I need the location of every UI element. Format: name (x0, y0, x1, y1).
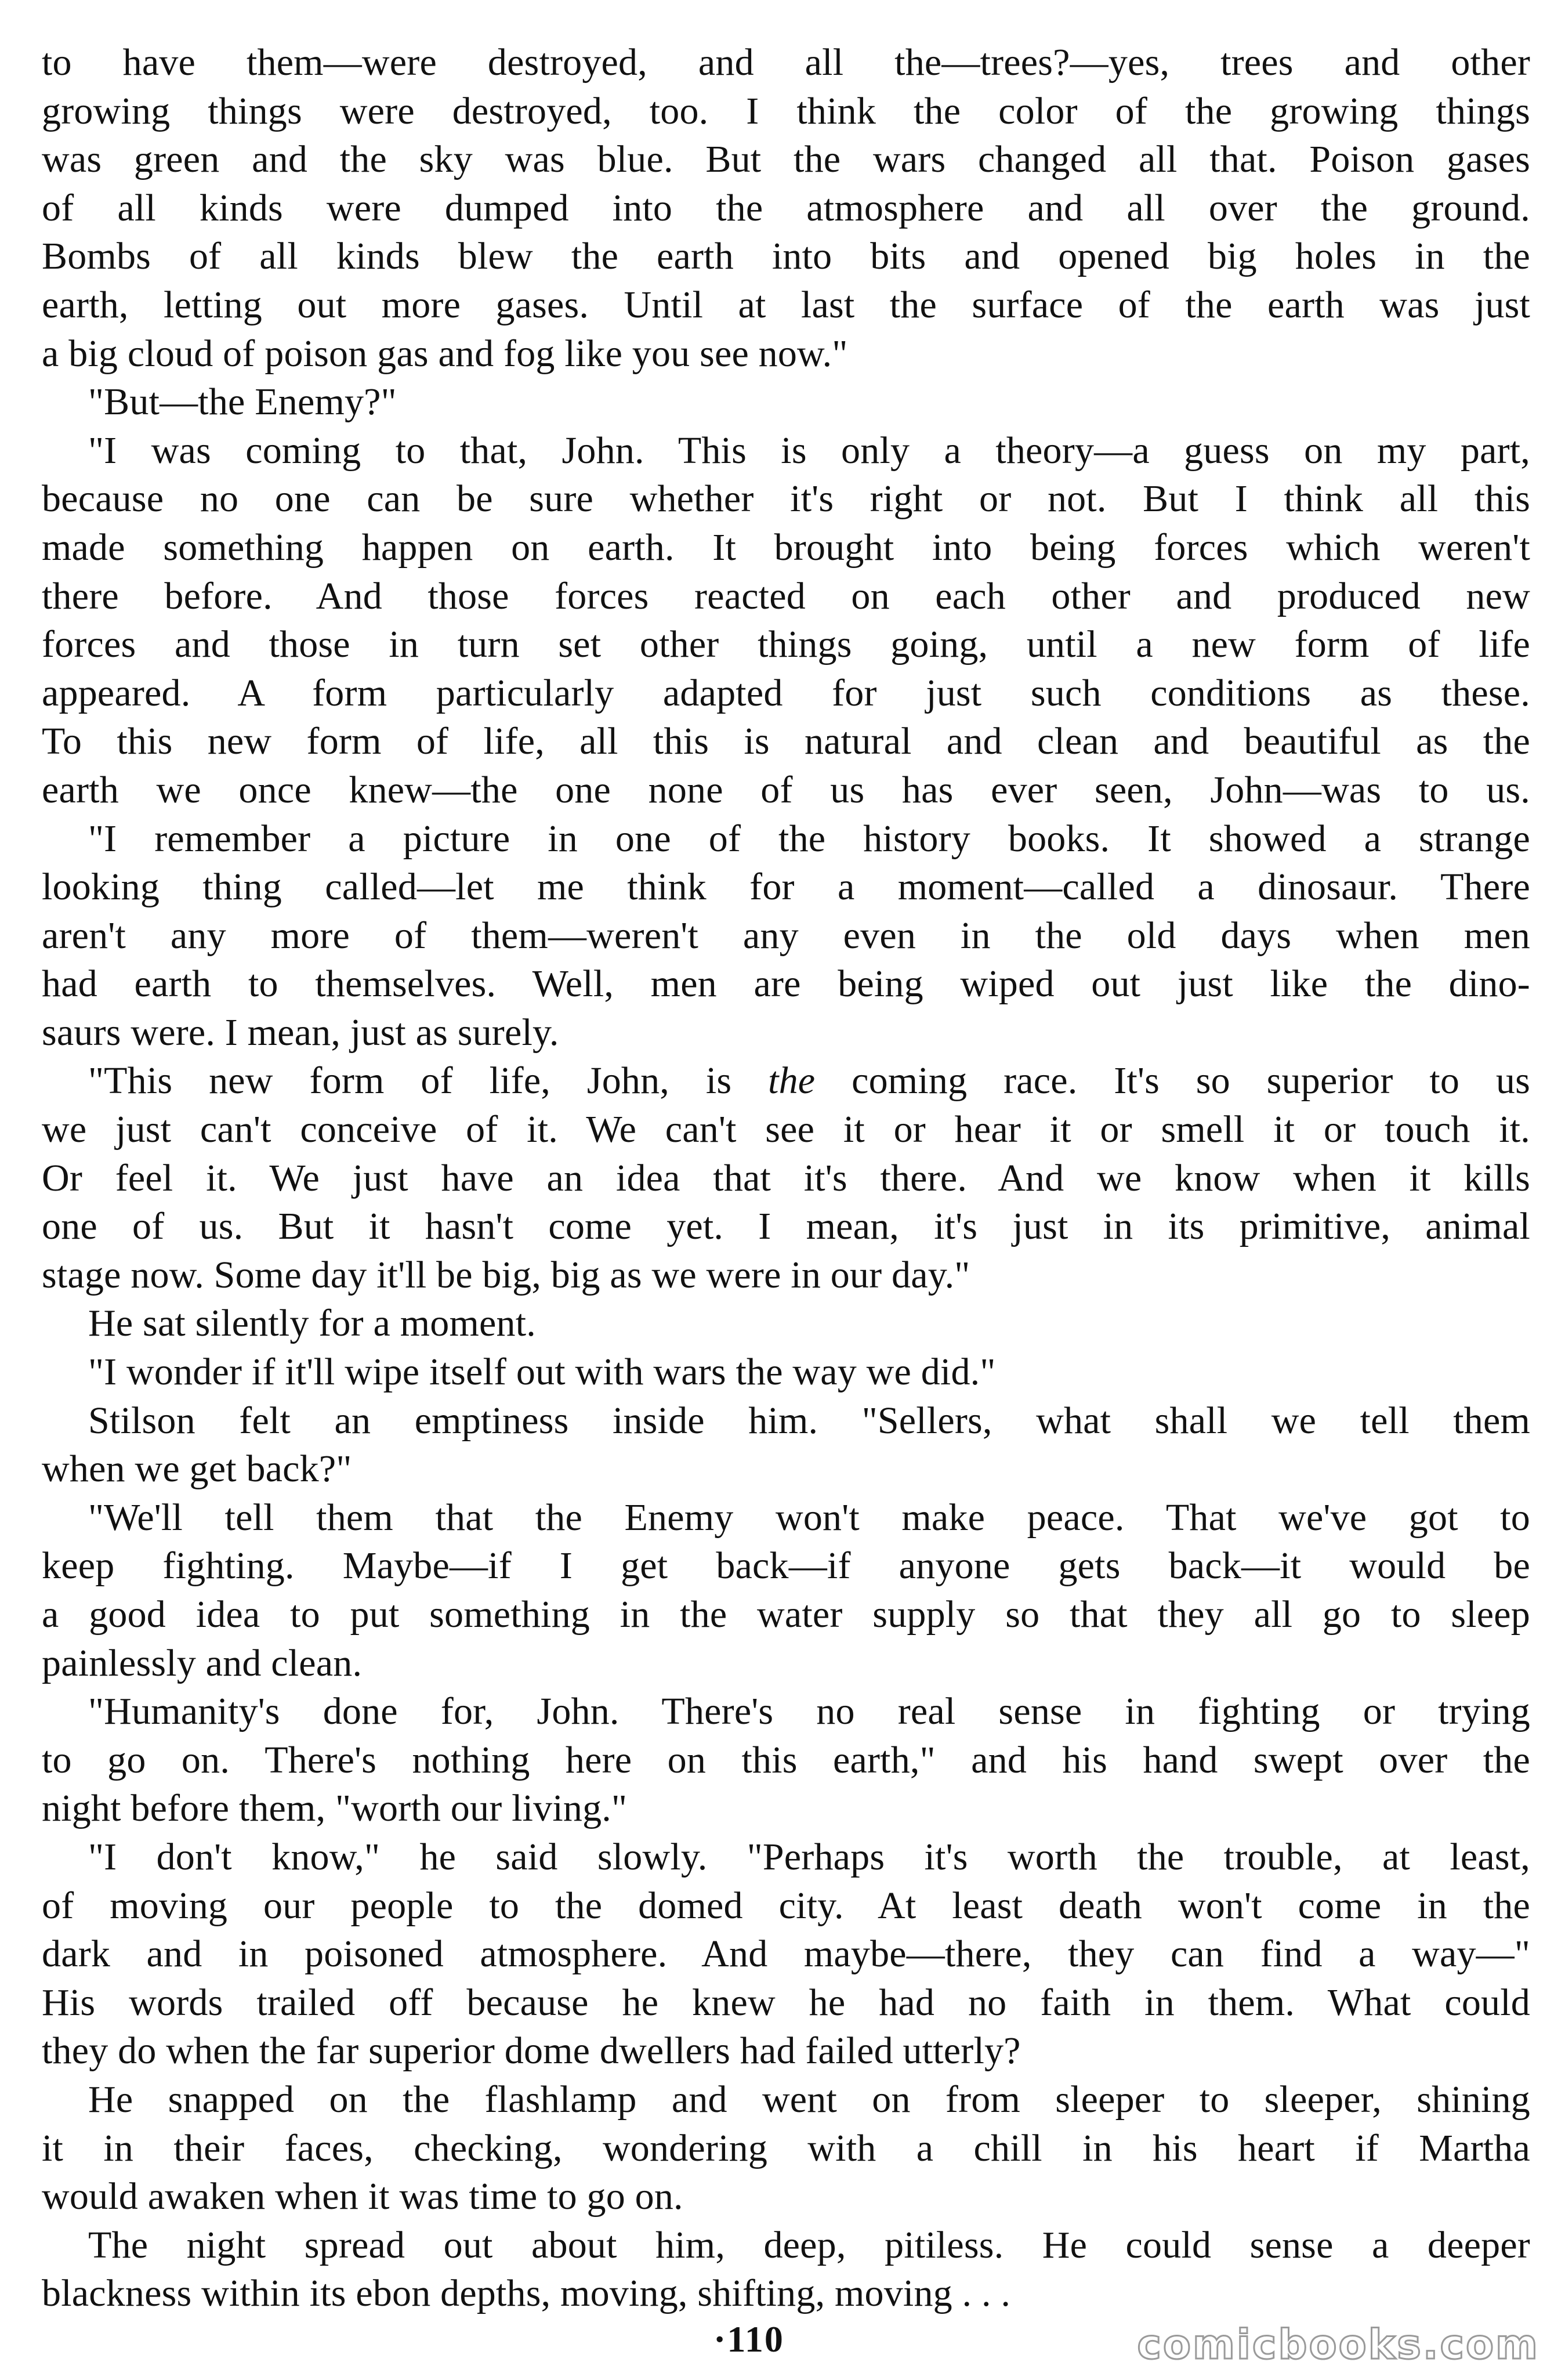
text-line: aren't any more of them—weren't any even in the old days when men (42, 914, 1530, 957)
text-line: dark and in poisoned atmosphere. And maybe—there, they can find a way—" (42, 1933, 1530, 1976)
text-line: stage now. Some day it'll be big, big as we were in our day." (42, 1253, 970, 1296)
page-number: ·110 (713, 2318, 784, 2360)
text-line: to go on. There's nothing here on this earth," and his hand swept over the (42, 1738, 1530, 1781)
text-line: His words trailed off because he knew he had no faith in them. What could (42, 1981, 1530, 2024)
text-line: looking thing called—let me think for a moment—called a dinosaur. There (42, 866, 1530, 909)
text-line: blackness within its ebon depths, moving, shifting, moving . . . (42, 2272, 1011, 2315)
text-line: to have them—were destroyed, and all the—trees?—yes, trees and other (42, 41, 1530, 84)
text-line: Bombs of all kinds blew the earth into bits and opened big holes in the (42, 235, 1530, 278)
text-line: a good idea to put something in the water supply so that they all go to sleep (42, 1593, 1530, 1636)
text-line: night before them, "worth our living." (42, 1787, 628, 1830)
text-line: keep fighting. Maybe—if I get back—if anyone gets back—it would be (42, 1545, 1530, 1587)
text-line: earth we once knew—the one none of us has ever seen, John—was to us. (42, 768, 1530, 811)
text-line: one of us. But it hasn't come yet. I mean, it's just in its primitive, animal (42, 1205, 1530, 1248)
text-line: of moving our people to the domed city. At least death won't come in the (42, 1884, 1530, 1927)
text-line: when we get back?" (42, 1448, 352, 1491)
text-line: The night spread out about him, deep, pitiless. He could sense a deeper (88, 2223, 1530, 2266)
text-line: "I remember a picture in one of the history books. It showed a strange (88, 817, 1530, 860)
text-line: they do when the far superior dome dwellers had failed utterly? (42, 2030, 1021, 2072)
text-line: we just can't conceive of it. We can't see it or hear it or smell it or touch it. (42, 1108, 1530, 1151)
text-line: Or feel it. We just have an idea that it's there. And we know when it kills (42, 1156, 1530, 1199)
text-line: painlessly and clean. (42, 1641, 363, 1684)
text-line: a big cloud of poison gas and fog like you see now." (42, 332, 848, 375)
text-line: of all kinds were dumped into the atmosphere and all over the ground. (42, 186, 1530, 229)
text-line: was green and the sky was blue. But the wars changed all that. Poison gases (42, 138, 1530, 181)
text-line: To this new form of life, all this is natural and clean and beautiful as the (42, 720, 1530, 763)
text-line: He snapped on the flashlamp and went on from sleeper to sleeper, shining (88, 2078, 1530, 2121)
text-line: because no one can be sure whether it's right or not. But I think all this (42, 478, 1530, 520)
text-line: growing things were destroyed, too. I think the color of the growing things (42, 89, 1530, 132)
text-line: Stilson felt an emptiness inside him. "Sellers, what shall we tell them (88, 1399, 1530, 1442)
watermark: comicbooks.com (1137, 2321, 1539, 2368)
text-line: "I wonder if it'll wipe itself out with wars the way we did." (88, 1351, 996, 1394)
text-line: had earth to themselves. Well, men are being wiped out just like the dino- (42, 963, 1530, 1005)
text-line: "We'll tell them that the Enemy won't make peace. That we've got to (88, 1496, 1530, 1539)
text-line: forces and those in turn set other things going, until a new form of life (42, 623, 1530, 666)
text-line: it in their faces, checking, wondering with a chill in his heart if Martha (42, 2126, 1530, 2169)
text-line: would awaken when it was time to go on. (42, 2175, 683, 2218)
text-line: "This new form of life, John, is the coming race. It's so superior to us (88, 1059, 1530, 1102)
page-body (42, 38, 1530, 2318)
emphasis: the (768, 1059, 816, 1102)
text-line: appeared. A form particularly adapted for just such conditions as these. (42, 671, 1530, 714)
text-line: He sat silently for a moment. (88, 1302, 536, 1345)
text-line: "But—the Enemy?" (88, 381, 397, 424)
text-line: there before. And those forces reacted on each other and produced new (42, 574, 1530, 617)
text-line: earth, letting out more gases. Until at last the surface of the earth was just (42, 283, 1530, 326)
text-line: saurs were. I mean, just as surely. (42, 1011, 559, 1054)
text-line: "Humanity's done for, John. There's no real sense in fighting or trying (88, 1690, 1530, 1733)
text-line: made something happen on earth. It brought into being forces which weren't (42, 526, 1530, 569)
text-line: "I don't know," he said slowly. "Perhaps it's worth the trouble, at least, (88, 1835, 1530, 1878)
text-line: "I was coming to that, John. This is only a theory—a guess on my part, (88, 429, 1530, 472)
